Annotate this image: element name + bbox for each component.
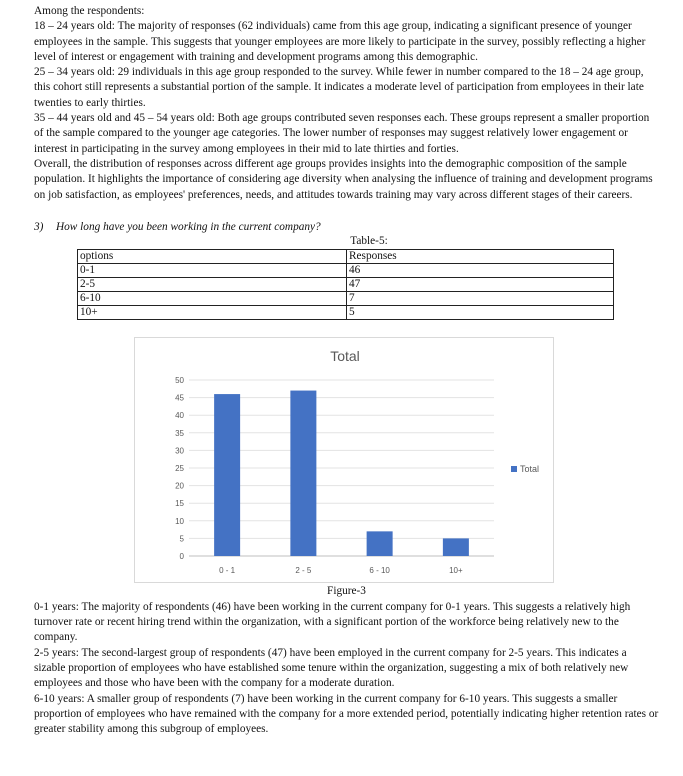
y-tick-label: 30	[175, 446, 184, 456]
table-cell-responses: 47	[347, 278, 614, 292]
y-tick-label: 0	[179, 552, 184, 562]
discussion-6-10-years: 6-10 years: A smaller group of respondents (7) have been working in the current company for 6-10 years. This suggests a smaller proportion of employees who have remained with the company for a more extended period, potentially indicating higher retention rates or greater stability among this subgroup of employees.	[34, 692, 659, 736]
y-tick-label: 20	[175, 482, 184, 492]
y-tick-label: 25	[175, 464, 184, 474]
discussion-0-1-years: 0-1 years: The majority of respondents (46) have been working in the current company for 0-1 years. This suggests a relatively high turnover rate or recent hiring trend within the organization, with a significant portion of the workforce being relatively new to the company.	[34, 600, 631, 644]
question-number: 3)	[34, 220, 44, 233]
tenure-table	[77, 249, 614, 320]
table-row	[78, 278, 614, 292]
intro-paragraph-25-34: 25 – 34 years old: 29 individuals in this age group responded to the survey. While fewer in number compared to the 18 – 24 age group, this cohort still represents a substantial portion of the sample. It indicates a moderate level of participation from employees in their late twenties to early thirties.	[34, 66, 644, 109]
document-page	[34, 4, 659, 737]
chart-border	[135, 338, 554, 583]
legend-label: Total	[520, 464, 540, 475]
legend-swatch	[511, 466, 517, 472]
survey-question	[34, 220, 659, 235]
table-header-options: options	[78, 250, 347, 264]
table-header-responses: Responses	[347, 250, 614, 264]
question-text: How long have you been working in the current company?	[56, 220, 321, 233]
x-tick-label: 2 - 5	[295, 566, 312, 576]
table-caption: Table-5:	[350, 235, 388, 248]
chart-title: Total	[330, 348, 360, 365]
bar	[367, 532, 393, 557]
y-tick-label: 10	[175, 517, 184, 527]
table-cell-option: 6-10	[78, 292, 347, 306]
y-tick-label: 5	[179, 534, 184, 544]
bar	[443, 539, 469, 557]
table-header-row	[78, 250, 614, 264]
y-tick-label: 40	[175, 411, 184, 421]
y-tick-label: 15	[175, 499, 184, 509]
tenure-chart	[134, 337, 554, 583]
x-tick-label: 10+	[449, 566, 463, 576]
intro-paragraph-overall: Overall, the distribution of responses across different age groups provides insights into the demographic composition of the sample population. It highlights the importance of considering age diversity when analysing the influence of training and development programs on job satisfaction, as employees' preferences, needs, and attitudes towards training may vary across different stages of their careers.	[34, 157, 653, 201]
table-cell-option: 10+	[78, 306, 347, 320]
y-tick-label: 50	[175, 376, 184, 386]
y-tick-label: 35	[175, 429, 184, 439]
table-row	[78, 306, 614, 320]
table-row	[78, 292, 614, 306]
bar	[214, 395, 240, 557]
table-cell-option: 2-5	[78, 278, 347, 292]
bar-chart-svg	[134, 337, 554, 583]
table-cell-responses: 5	[347, 306, 614, 320]
intro-heading: Among the respondents:	[34, 5, 145, 17]
bar	[290, 391, 316, 556]
intro-paragraph-35-54: 35 – 44 years old and 45 – 54 years old: Both age groups contributed seven responses each. These groups represent a smaller proportion of the sample compared to the younger age categories. The lower number of responses may suggest relatively lower engagement or interest in participating in the survey among employees in their mid to late thirties and forties.	[34, 112, 650, 155]
table-cell-option: 0-1	[78, 264, 347, 278]
table-row	[78, 264, 614, 278]
intro-paragraph-18-24: 18 – 24 years old: The majority of responses (62 individuals) came from this age group, indicating a significant presence of younger employees in the sample. This suggests that younger employees are more likely to participate in the survey, possibly reflecting a higher level of interest or engagement with training and development programs among this demographic.	[34, 20, 646, 63]
x-tick-label: 6 - 10	[369, 566, 390, 576]
x-tick-label: 0 - 1	[219, 566, 236, 576]
y-tick-label: 45	[175, 394, 184, 404]
figure-caption: Figure-3	[327, 585, 366, 598]
table-cell-responses: 46	[347, 264, 614, 278]
table-cell-responses: 7	[347, 292, 614, 306]
discussion-2-5-years: 2-5 years: The second-largest group of respondents (47) have been employed in the current company for 2-5 years. This indicates a sizable proportion of employees who have established some tenure within the organization, suggesting a mix of both relatively new employees and those who have been with the company for a moderate duration.	[34, 646, 629, 690]
